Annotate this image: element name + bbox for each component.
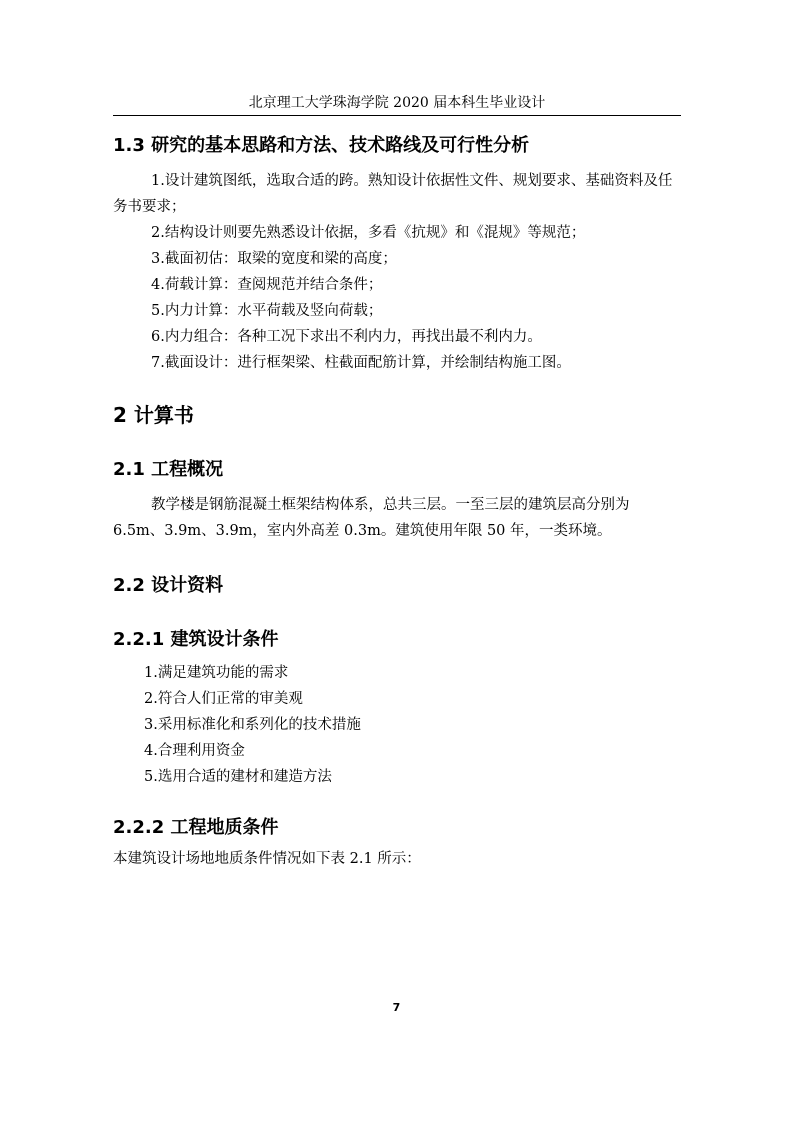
- list-item: 1.设计建筑图纸，选取合适的跨。熟知设计依据性文件、规划要求、基础资料及任务书要求；: [113, 173, 673, 215]
- heading-chapter-2: 2 计算书: [113, 403, 194, 427]
- running-header: 北京理工大学珠海学院 2020 届本科生毕业设计: [248, 95, 546, 111]
- list-item: 5.选用合适的建材和建造方法: [144, 769, 332, 785]
- list-item: 2.结构设计则要先熟悉设计依据，多看《抗规》和《混规》等规范；: [151, 225, 586, 241]
- paragraph-2-2-2: 本建筑设计场地地质条件情况如下表 2.1 所示：: [113, 851, 421, 867]
- section-2-2-1-list: [113, 660, 681, 790]
- heading-2-1: 2.1 工程概况: [113, 459, 224, 480]
- paragraph-2-1: 教学楼是钢筋混凝土框架结构体系，总共三层。一至三层的建筑层高分别为 6.5m、3.9m、3.9m，室内外高差 0.3m。建筑使用年限 50 年，一类环境。: [113, 497, 630, 539]
- heading-2-2-2: 2.2.2 工程地质条件: [113, 817, 279, 838]
- heading-2-2-1: 2.2.1 建筑设计条件: [113, 629, 279, 650]
- list-item: 7.截面设计：进行框架梁、柱截面配筋计算，并绘制结构施工图。: [151, 355, 571, 371]
- page-content: [113, 130, 681, 872]
- list-item: 5.内力计算：水平荷载及竖向荷载；: [151, 303, 383, 319]
- list-item: 3.截面初估：取梁的宽度和梁的高度；: [151, 251, 397, 267]
- header-rule: [113, 115, 681, 116]
- page-number: 7: [392, 1001, 401, 1014]
- heading-2-2: 2.2 设计资料: [113, 575, 224, 596]
- heading-1-3: 1.3 研究的基本思路和方法、技术路线及可行性分析: [113, 135, 530, 156]
- list-item: 1.满足建筑功能的需求: [144, 665, 289, 681]
- list-item: 4.合理利用资金: [144, 743, 245, 759]
- list-item: 6.内力组合：各种工况下求出不利内力，再找出最不利内力。: [151, 329, 542, 345]
- list-item: 4.荷载计算：查阅规范并结合条件；: [151, 277, 383, 293]
- list-item: 3.采用标准化和系列化的技术措施: [144, 717, 361, 733]
- list-item: 2.符合人们正常的审美观: [144, 691, 303, 707]
- section-1-3-list: [113, 168, 681, 376]
